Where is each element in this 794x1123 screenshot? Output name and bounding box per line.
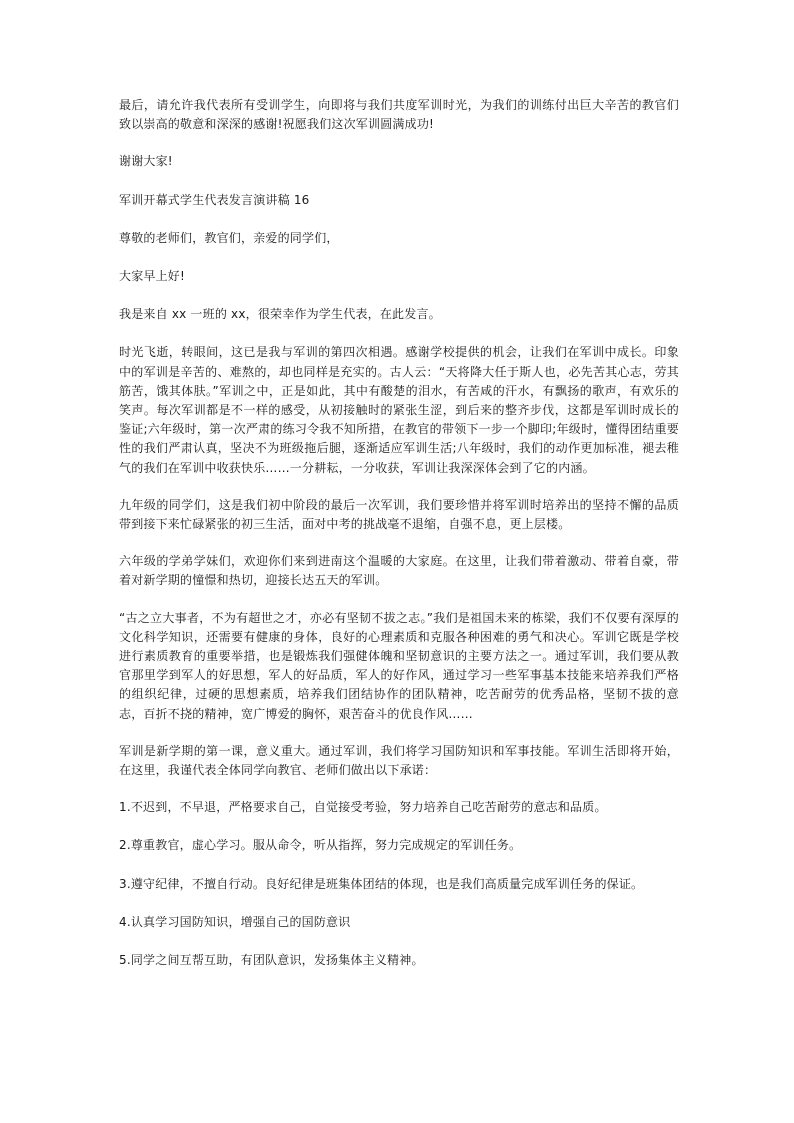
- pledge-item-2: 2.尊重教官，虚心学习。服从命令，听从指挥，努力完成规定的军训任务。: [119, 838, 522, 853]
- thanks-line: 谢谢大家!: [119, 154, 173, 169]
- body-paragraph-grade9: 九年级的同学们，这是我们初中阶段的最后一次军训，我们要珍惜并将军训时培养出的坚持不懈的品质带到接下来忙碌紧张的初三生活，面对中考的挑战毫不退缩，自强不息，更上层楼。: [119, 497, 679, 532]
- pledge-item-4: 4.认真学习国防知识，增强自己的国防意识: [119, 914, 351, 929]
- closing-paragraph: 最后，请允许我代表所有受训学生，向即将与我们共度军训时光，为我们的训练付出巨大辛苦的教官们致以崇高的敬意和深深的感谢!祝愿我们这次军训圆满成功!: [119, 98, 679, 132]
- body-paragraph-pledge-intro: 军训是新学期的第一课，意义重大。通过军训，我们将学习国防知识和军事技能。军训生活即将开始，在这里，我谨代表全体同学向教官、老师们做出以下承诺：: [119, 743, 679, 778]
- document-page: [119, 96, 679, 989]
- body-paragraph-grade6: 六年级的学弟学妹们，欢迎你们来到进南这个温暖的大家庭。在这里，让我们带着激动、带着自豪，带着对新学期的憧憬和热切，迎接长达五天的军训。: [119, 554, 679, 588]
- pledge-item-5: 5.同学之间互帮互助，有团队意识，发扬集体主义精神。: [119, 953, 424, 968]
- salutation: 尊敬的老师们，教官们，亲爱的同学们，: [119, 230, 339, 245]
- greeting: 大家早上好!: [119, 269, 186, 284]
- speech-title: 军训开幕式学生代表发言演讲稿 16: [119, 192, 310, 207]
- body-paragraph-reflection: 时光飞逝，转眼间，这已是我与军训的第四次相遇。感谢学校提供的机会，让我们在军训中成长。印象中的军训是辛苦的、难熬的，却也同样是充实的。古人云：“天将降大任于斯人也，必先苦其心志，劳其筋苦，饿其体肤。”军训之中，正是如此，其中有酸楚的泪水，有苦咸的汗水，有飘扬的歌声，有欢乐的笑声。每次军训都是不一样的感受，从初接触时的紧张生涩，到后来的整齐步伐，这都是军训时成长的鉴证;六年级时，第一次严肃的练习令我不知所措，在教官的带领下一步一个脚印;年级时，懂得团结重要性的我们严肃认真，坚决不为班级拖后腿，逐渐适应军训生活;八年级时，我们的动作更加标准，褪去稚气的我们在军训中收获快乐……一分耕耘，一分收获，军训让我深深体会到了它的内涵。: [119, 345, 679, 475]
- pledge-item-3: 3.遵守纪律，不擅自行动。良好纪律是班集体团结的体现，也是我们高质量完成军训任务的保证。: [119, 876, 644, 891]
- body-paragraph-quote: “古之立大事者，不为有超世之才，亦必有坚韧不拔之志。”我们是祖国未来的栋梁，我们不仅要有深厚的文化科学知识，还需要有健康的身体，良好的心理素质和克服各种困难的勇气和决心。军训它既是学校进行素质教育的重要举措，也是锻炼我们强健体魄和坚韧意识的主要方法之一。通过军训，我们要从教官那里学到军人的好思想，军人的好品质，军人的好作风，通过学习一些军事基本技能来培养我们严格的组织纪律，过硬的思想素质，培养我们团结协作的团队精神，吃苦耐劳的优秀品格，坚韧不拔的意志，百折不挠的精神，宽广博爱的胸怀，艰苦奋斗的优良作风……: [119, 610, 679, 721]
- pledge-item-1: 1.不迟到，不早退，严格要求自己，自觉接受考验，努力培养自己吃苦耐劳的意志和品质。: [119, 800, 607, 815]
- self-introduction: 我是来自 xx 一班的 xx，很荣幸作为学生代表，在此发言。: [119, 307, 441, 322]
